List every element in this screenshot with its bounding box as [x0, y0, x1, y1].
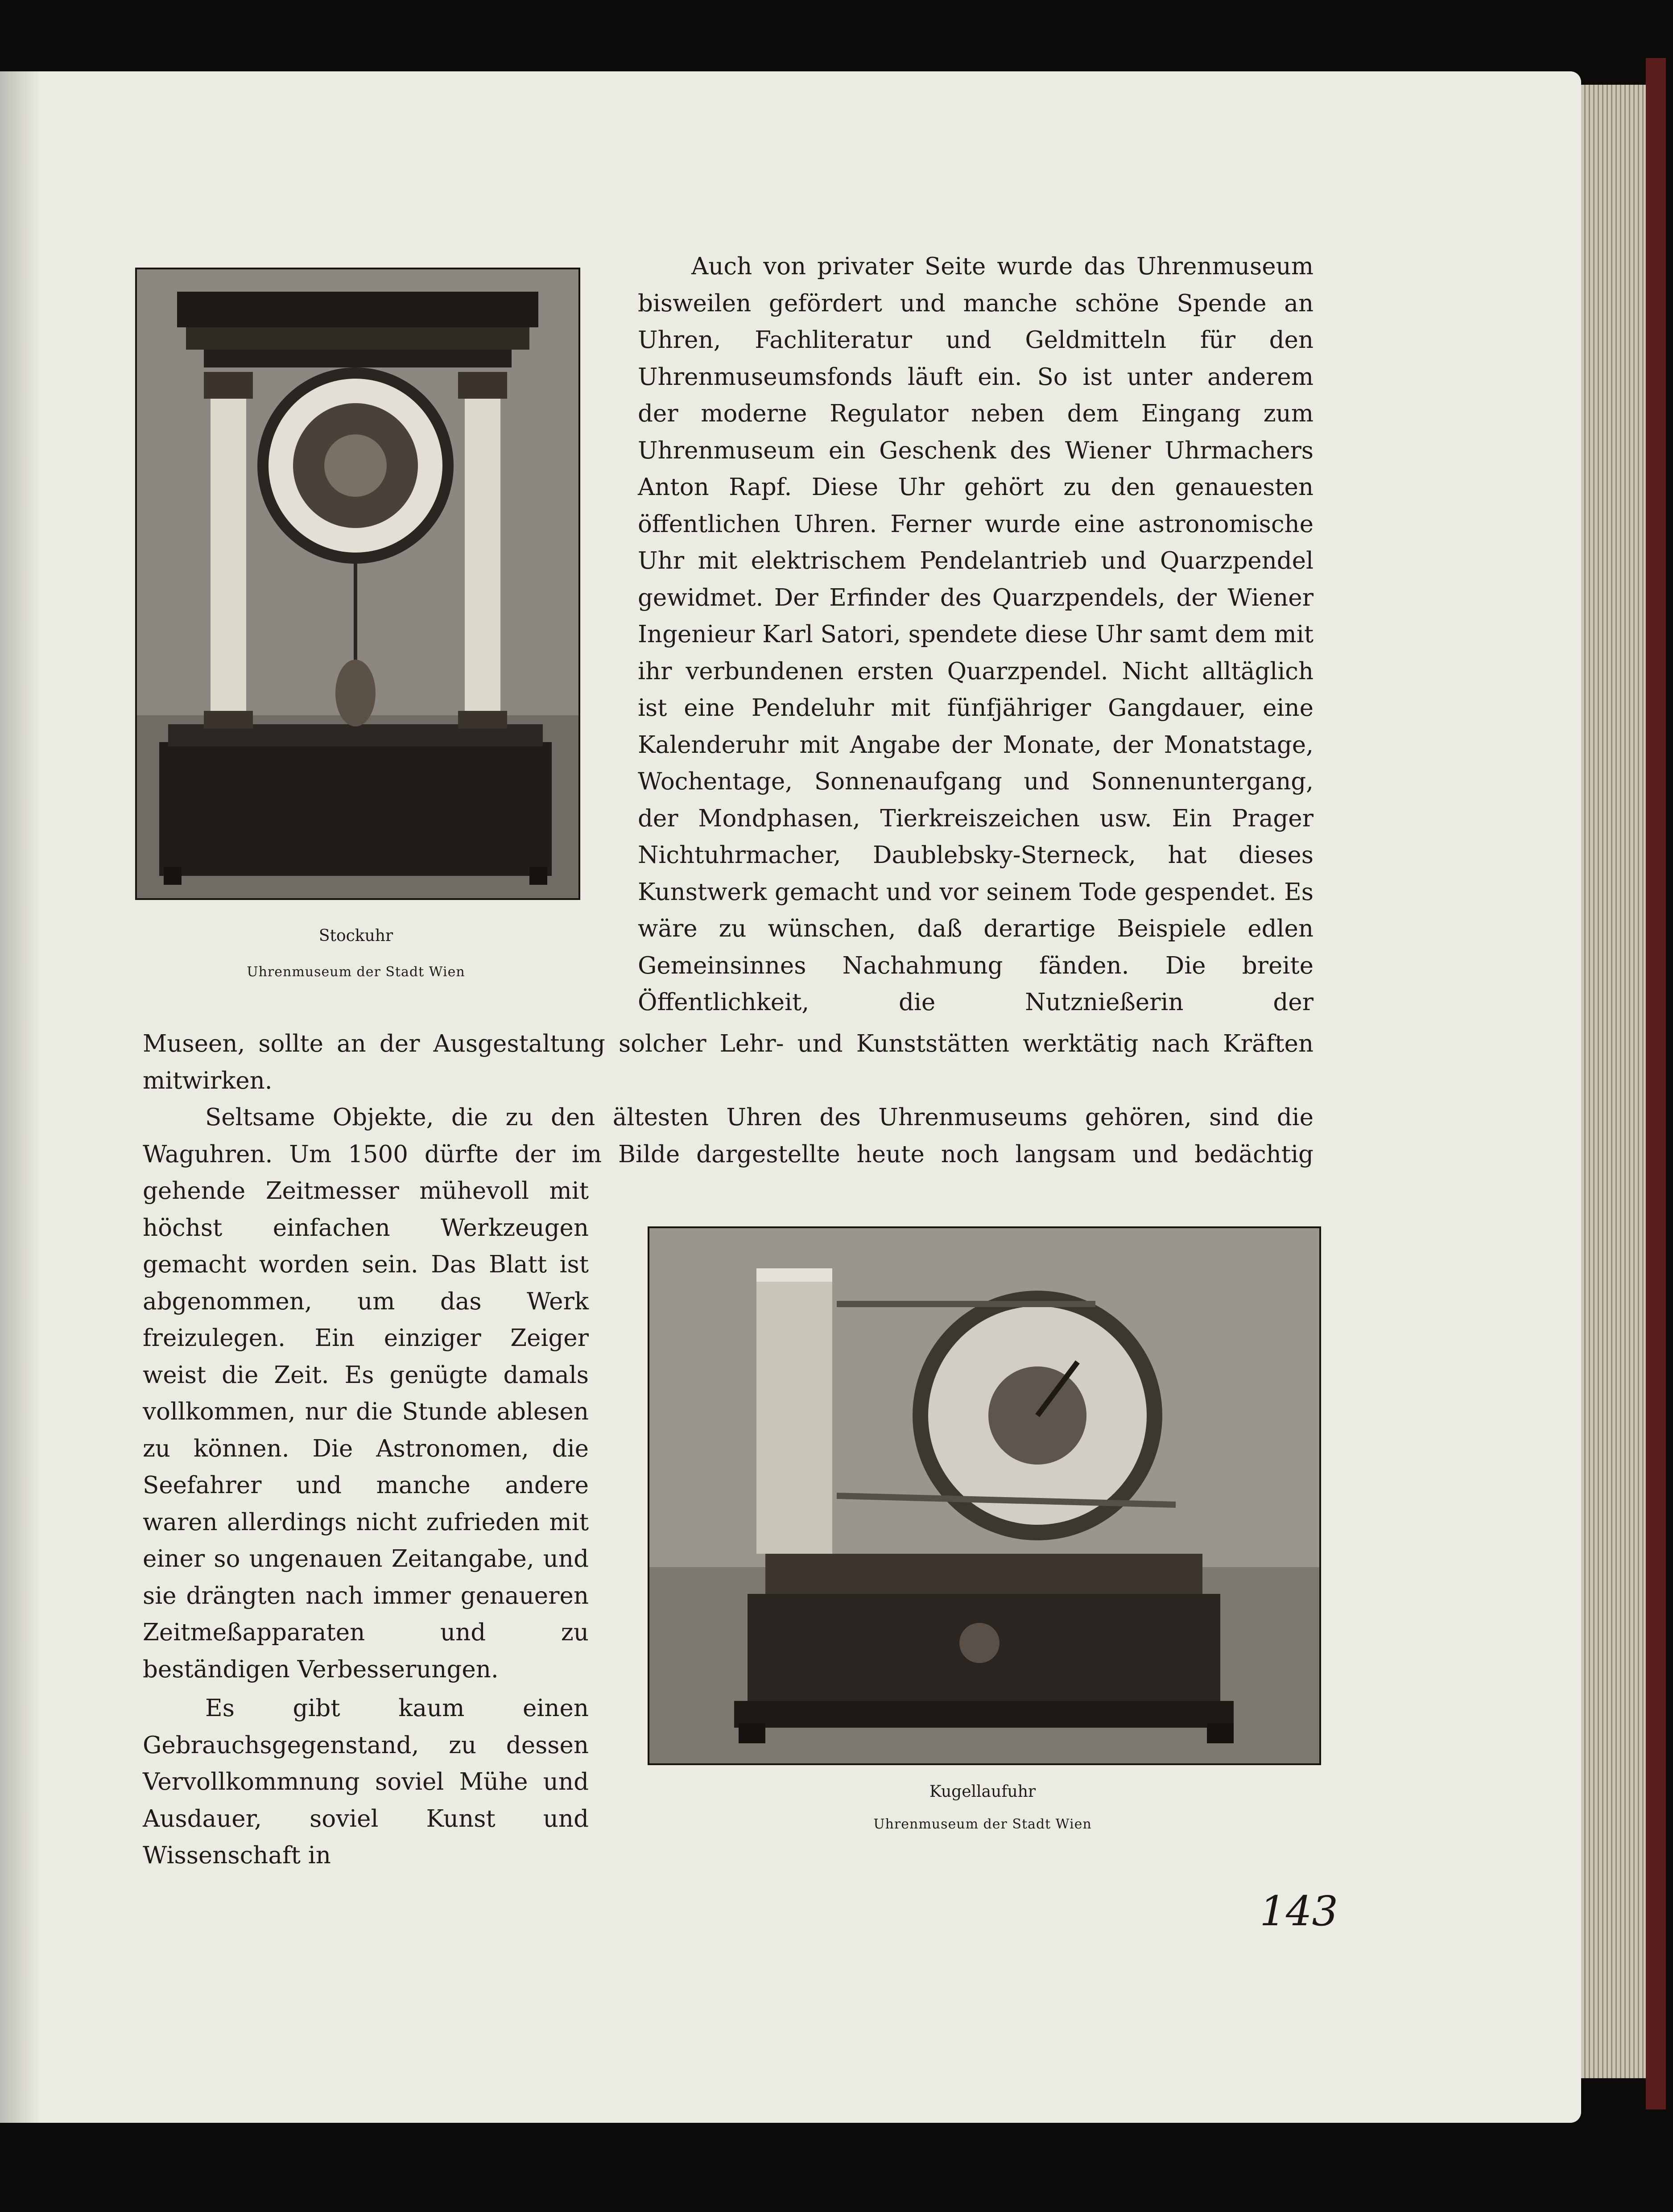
kugellaufuhr-caption-source: Uhrenmuseum der Stadt Wien	[873, 1816, 1092, 1832]
page-gutter-shadow	[0, 71, 40, 2123]
paragraph-private-donations: Auch von privater Seite wurde das Uhrenmuseum bisweilen gefördert und manche schöne Spende an Uhren, Fachliteratur und Geldmitteln für den Uhrenmuseumsfonds läuft ein. So ist unter anderem der moderne Regulator neben dem Eingang zum Uhrenmuseum ein Geschenk des Wiener Uhrmachers Anton Rapf. Diese Uhr gehört zu den genauesten öffentlichen Uhren. Ferner wurde eine astronomische Uhr mit elektrischem Pendelantrieb und Quarzpendel gewidmet. Der Erfinder des Quarzpendels, der Wiener Ingenieur Karl Satori, spendete diese Uhr samt dem mit ihr verbundenen ersten Quarzpendel. Nicht alltäglich ist eine Pendeluhr mit fünfjähriger Gangdauer, eine Kalenderuhr mit Angabe der Monate, der Monatstage, Wochentage, Sonnenaufgang und Sonnenuntergang, der Mondphasen, Tierkreiszeichen usw. Ein Prager Nichtuhrmacher, Daublebsky-Sterneck, hat dieses Kunstwerk gemacht und vor seinem Tode gespendet. Es wäre zu wünschen, daß derartige Beispiele edlen Gemeinsinnes Nachahmung fänden. Die breite Öffentlichkeit, die Nutznießerin der	[638, 253, 1314, 1016]
paragraph-waguhren: gehende Zeitmesser mühevoll mit höchst einfachen Werkzeugen gemacht worden sein. Das Blatt ist abgenommen, um das Werk freizulegen. Ein einziger Zeiger weist die Zeit. Es genügte damals vollkommen, nur die Stunde ablesen zu können. Die Astronomen, die Seefahrer und manche andere waren allerdings nicht zufrieden mit einer so ungenauen Zeitangabe, und sie drängten nach immer genaueren Zeitmeßapparaten und zu beständigen Verbesserungen.	[143, 1177, 589, 1683]
stockuhr-caption-source: Uhrenmuseum der Stadt Wien	[247, 964, 465, 980]
page-edges	[1581, 85, 1648, 2078]
paragraph-private-donations-fullwidth: Museen, sollte an der Ausgestaltung solcher Lehr- und Kunststätten werktätig nach Kräften	[143, 1030, 1314, 1057]
paragraph-waguhren-fullwidth: Seltsame Objekte, die zu den ältesten Uhren des Uhrenmuseums gehören, sind die Waguhren. Um 1500 dürfte der im Bilde dargestellte heute noch langsam und bedächtig	[143, 1104, 1314, 1168]
rolling-ball-clock-photo-icon	[649, 1228, 1319, 1763]
kugellaufuhr-caption-title: Kugellaufuhr	[929, 1783, 1036, 1801]
paragraph-gebrauchsgegenstand: Es gibt kaum einen Gebrauchsgegenstand, zu dessen Vervollkommnung soviel Mühe und Ausdauer, soviel Kunst und Wissenschaft in	[143, 1695, 589, 1869]
book-cover-edge	[1646, 58, 1666, 2109]
stockuhr-caption-title: Stockuhr	[318, 927, 393, 945]
page-number: 143	[1260, 1887, 1338, 1935]
kugellaufuhr-photo	[648, 1226, 1321, 1765]
mantel-clock-photo-icon	[137, 269, 578, 898]
paragraph-private-donations-end: mitwirken.	[143, 1067, 273, 1094]
stockuhr-photo	[135, 268, 580, 900]
